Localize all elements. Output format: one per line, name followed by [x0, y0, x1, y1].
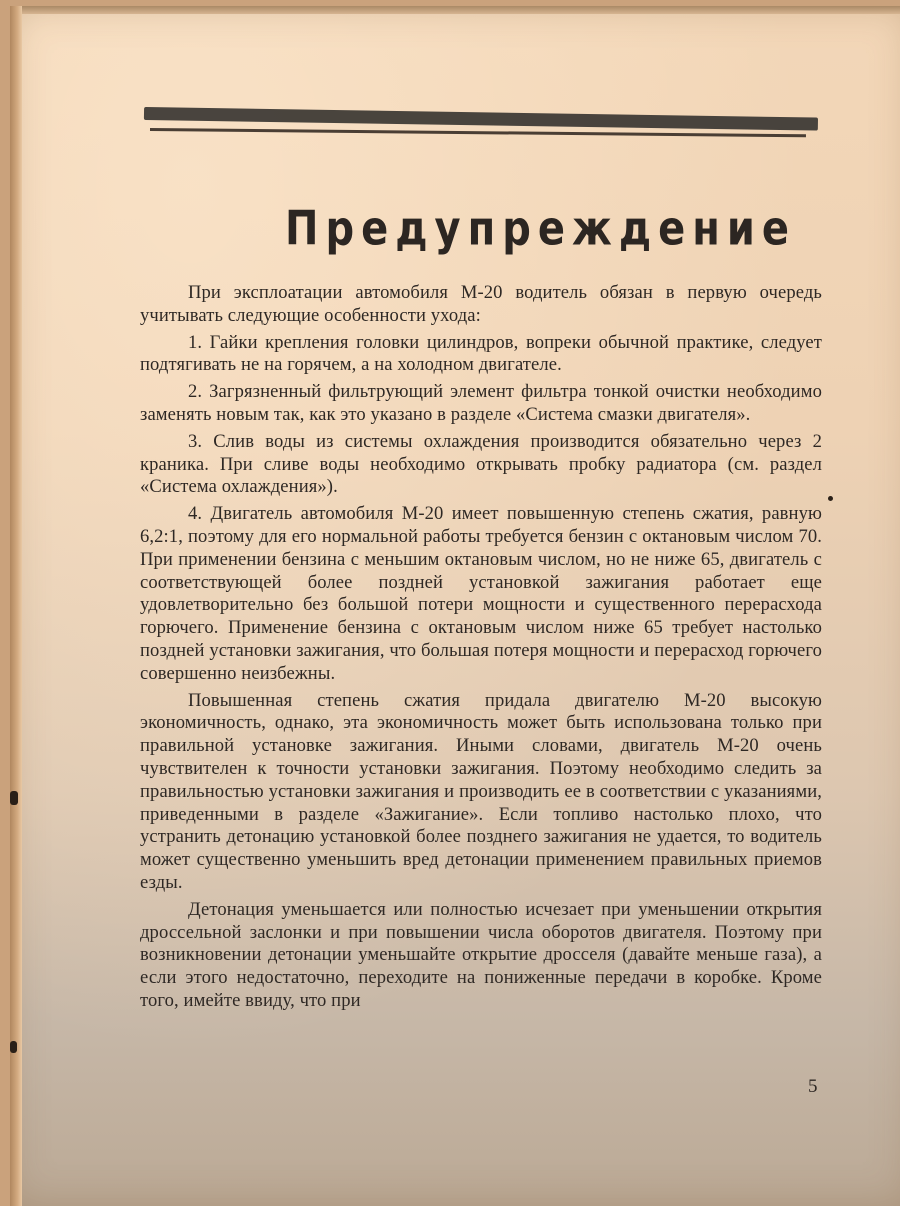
- ink-speck: [828, 496, 833, 501]
- paragraph-compression: Повышенная степень сжатия придала двигателю М-20 высокую экономичность, однако, эта экономичность может быть использована только при правильной установке зажигания. Иными словами, двигатель М-20 очень чувствителен к точности установки зажигания. Поэтому необходимо следить за правильностью установки зажигания и производить ее в соответствии с указаниями, приведенными в разделе «Зажигание». Если топливо настолько плохо, что устранить детонацию установкой более позднего зажигания не удается, то водитель может существенно уменьшить вред детонации применением правильных приемов езды.: [140, 689, 822, 893]
- paragraph-item-1: 1. Гайки крепления головки цилиндров, вопреки обычной практике, следует подтягивать не на горячем, а на холодном двигателе.: [140, 331, 822, 376]
- book-page: [10, 6, 900, 1206]
- paragraph-item-2: 2. Загрязненный фильтрующий элемент фильтра тонкой очистки необходимо заменять новым так, как это указано в разделе «Система смазки двигателя».: [140, 381, 822, 425]
- header-rule-thin: [150, 128, 806, 137]
- ink-speck: [10, 1041, 17, 1053]
- paragraph-detonation: Детонация уменьшается или полностью исчезает при уменьшении открытия дроссельной заслонки и при повышении числа оборотов двигателя. Поэтому при возникновении детонации уменьшайте открытие дросселя (давайте меньше газа), а если этого недостаточно, переходите на пониженные передачи в коробке. Кроме того, имейте ввиду, что при: [140, 898, 822, 1011]
- ink-speck: [10, 791, 18, 805]
- paragraph-item-3: 3. Слив воды из системы охлаждения производится обязательно через 2 краника. При сливе воды необходимо открывать пробку радиатора (см. раздел «Система охлаждения»).: [140, 430, 822, 498]
- body-text: [140, 282, 822, 1013]
- header-rule-thick: [144, 107, 818, 131]
- page-number: 5: [808, 1076, 818, 1097]
- page-title: Предупреждение: [285, 202, 797, 257]
- page-top-edge: [10, 6, 900, 14]
- paragraph-intro: При эксплоатации автомобиля М-20 водитель обязан в первую очередь учитывать следующие особенности ухода:: [140, 282, 822, 326]
- paragraph-item-4: 4. Двигатель автомобиля М-20 имеет повышенную степень сжатия, равную 6,2:1, поэтому для его нормальной работы требуется бензин с октановым числом 70. При применении бензина с меньшим октановым числом, но не ниже 65, двигатель с соответствующей более поздней установкой зажигания работает еще удовлетворительно без большой потери мощности и существенного перерасхода горючего. Применение бензина с октановым числом ниже 65 требует настолько поздней установки зажигания, что большая потеря мощности и перерасход горючего совершенно неизбежны.: [140, 503, 822, 684]
- page-binding-edge: [10, 6, 22, 1206]
